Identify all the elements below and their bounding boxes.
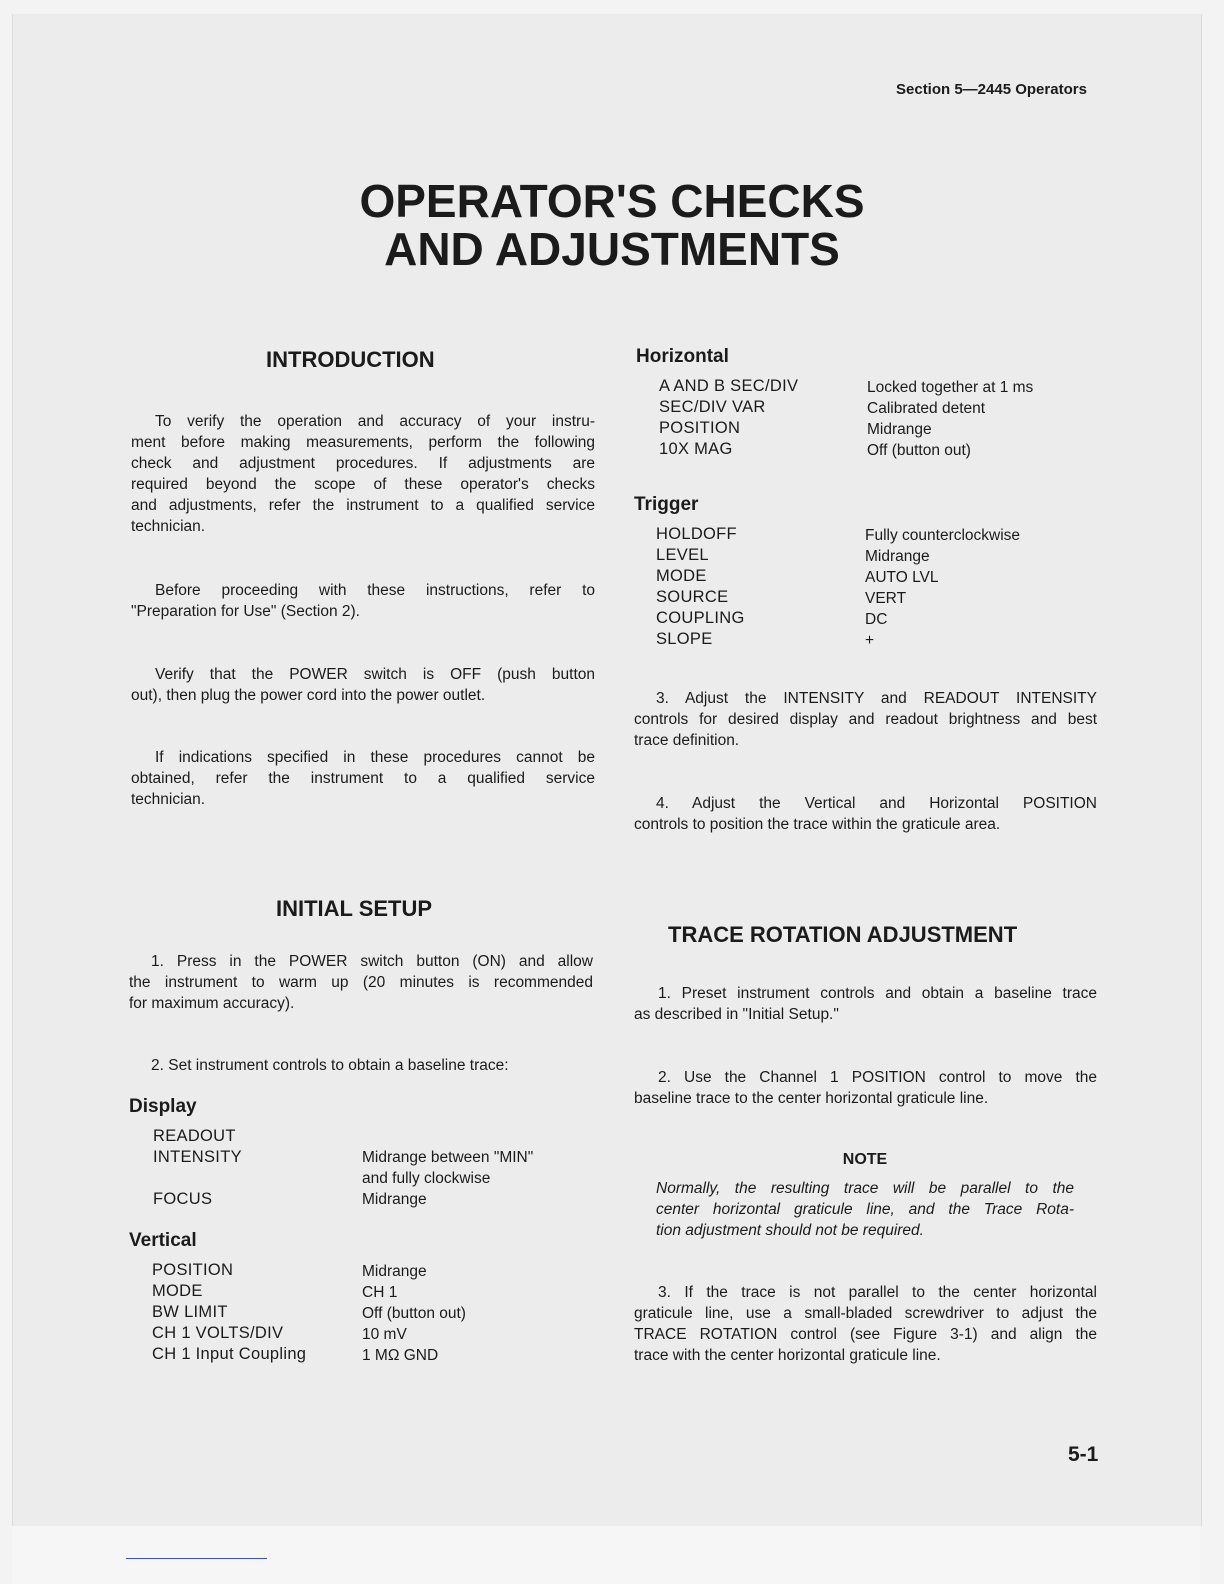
- text-line: 1. Preset instrument controls and obtain a baseline trace: [658, 985, 1097, 1002]
- control-label: HOLDOFF: [656, 525, 737, 543]
- setup-step-4: [634, 793, 1097, 835]
- introduction-paragraph-3: [131, 664, 595, 706]
- text-line: To verify the operation and accuracy of your instru-: [155, 413, 595, 430]
- text-line: Verify that the POWER switch is OFF (push button: [155, 666, 595, 683]
- control-label: COUPLING: [656, 609, 745, 627]
- text-line: ment before making measurements, perform the following: [131, 434, 595, 451]
- control-value: +: [865, 632, 875, 649]
- text-line: out), then plug the power cord into the power outlet.: [131, 687, 486, 704]
- control-label: CH 1 VOLTS/DIV: [152, 1324, 284, 1342]
- page-title-line-1: OPERATOR'S CHECKS: [359, 175, 865, 227]
- control-label: FOCUS: [153, 1190, 213, 1208]
- text-line: TRACE ROTATION control (see Figure 3-1) and align the: [634, 1326, 1097, 1343]
- control-value: Calibrated detent: [867, 400, 986, 417]
- text-line: required beyond the scope of these operator's checks: [131, 476, 595, 493]
- text-line: 4. Adjust the Vertical and Horizontal POSITION: [656, 795, 1097, 812]
- trace-step-1: [634, 983, 1097, 1025]
- control-label: MODE: [656, 567, 707, 585]
- text-line: "Preparation for Use" (Section 2).: [131, 603, 360, 620]
- control-label: READOUT: [153, 1127, 236, 1145]
- text-line: technician.: [131, 518, 206, 535]
- control-value: Off (button out): [362, 1305, 466, 1322]
- control-value: Fully counterclockwise: [865, 527, 1021, 544]
- control-value: VERT: [865, 590, 907, 607]
- control-list: [656, 524, 745, 650]
- control-value: Off (button out): [867, 442, 971, 459]
- page-bottom-margin: [12, 1526, 1200, 1584]
- control-list: [659, 376, 798, 460]
- trace-rotation-heading: TRACE ROTATION ADJUSTMENT: [668, 922, 1018, 947]
- value-list: [865, 525, 1020, 651]
- control-label: BW LIMIT: [152, 1303, 228, 1321]
- link-underline[interactable]: [126, 1558, 267, 1559]
- control-label: POSITION: [152, 1261, 234, 1279]
- trigger-heading: Trigger: [634, 494, 699, 515]
- initial-setup-heading: INITIAL SETUP: [276, 896, 433, 921]
- text-line: Before proceeding with these instructions, refer to: [155, 582, 595, 599]
- value-list: [867, 377, 1033, 461]
- control-value: Midrange: [362, 1263, 427, 1280]
- text-line: controls for desired display and readout brightness and best: [634, 711, 1097, 728]
- control-value: DC: [865, 611, 888, 628]
- text-line: check and adjustment procedures. If adjustments are: [131, 455, 595, 472]
- control-value: 1 MΩ GND: [362, 1347, 439, 1364]
- text-line: trace with the center horizontal graticule line.: [634, 1347, 941, 1364]
- control-value: AUTO LVL: [865, 569, 939, 586]
- introduction-heading: INTRODUCTION: [266, 347, 435, 372]
- control-value: Midrange between "MIN": [362, 1149, 534, 1166]
- control-value: Locked together at 1 ms: [867, 379, 1034, 396]
- vertical-heading: Vertical: [129, 1230, 197, 1251]
- control-label: MODE: [152, 1282, 203, 1300]
- control-label: A AND B SEC/DIV: [659, 377, 799, 395]
- control-value: and fully clockwise: [362, 1170, 491, 1187]
- text-line: 3. If the trace is not parallel to the center horizontal: [658, 1284, 1097, 1301]
- text-line: as described in "Initial Setup.": [634, 1006, 839, 1023]
- setup-step-2: 2. Set instrument controls to obtain a baseline trace:: [151, 1057, 509, 1074]
- page-title: [0, 177, 1224, 273]
- text-line: trace definition.: [634, 732, 740, 749]
- control-label: CH 1 Input Coupling: [152, 1345, 307, 1363]
- text-line: 1. Press in the POWER switch button (ON) and allow: [151, 953, 593, 970]
- trace-step-3: [634, 1282, 1097, 1366]
- note-title: NOTE: [842, 1151, 888, 1168]
- text-line: the instrument to warm up (20 minutes is recommended: [129, 974, 593, 991]
- setup-step-3: [634, 688, 1097, 751]
- value-list: [362, 1261, 466, 1366]
- control-label: SOURCE: [656, 588, 729, 606]
- introduction-paragraph-4: [131, 747, 595, 810]
- text-line: 3. Adjust the INTENSITY and READOUT INTENSITY: [656, 690, 1097, 707]
- section-header: Section 5—2445 Operators: [896, 81, 1087, 98]
- text-line: tion adjustment should not be required.: [656, 1222, 924, 1239]
- page-number: 5-1: [1068, 1443, 1099, 1466]
- introduction-paragraph-2: [131, 580, 595, 622]
- text-line: 2. Use the Channel 1 POSITION control to move the: [658, 1069, 1097, 1086]
- horizontal-heading: Horizontal: [636, 346, 729, 367]
- control-label: POSITION: [659, 419, 741, 437]
- control-value: 10 mV: [362, 1326, 407, 1343]
- control-value: Midrange: [865, 548, 930, 565]
- control-label: SLOPE: [656, 630, 713, 648]
- control-list: [152, 1260, 306, 1365]
- text-line: and adjustments, refer the instrument to a qualified service: [131, 497, 595, 514]
- text-line: technician.: [131, 791, 206, 808]
- control-label: SEC/DIV VAR: [659, 398, 766, 416]
- control-value: Midrange: [867, 421, 932, 438]
- control-label: 10X MAG: [659, 440, 733, 458]
- text-line: Normally, the resulting trace will be parallel to the: [656, 1180, 1074, 1197]
- trace-step-2: [634, 1067, 1097, 1109]
- control-value: CH 1: [362, 1284, 398, 1301]
- text-line: controls to position the trace within the graticule area.: [634, 816, 1001, 833]
- control-value: Midrange: [362, 1191, 427, 1208]
- text-line: graticule line, use a small-bladed screwdriver to adjust the: [634, 1305, 1097, 1322]
- text-line: obtained, refer the instrument to a qualified service: [131, 770, 595, 787]
- control-label: LEVEL: [656, 546, 709, 564]
- text-line: If indications specified in these procedures cannot be: [155, 749, 595, 766]
- page-title-line-2: AND ADJUSTMENTS: [384, 223, 840, 275]
- note-body: [656, 1178, 1074, 1241]
- text-line: center horizontal graticule line, and the Trace Rota-: [656, 1201, 1074, 1218]
- control-label: INTENSITY: [153, 1148, 242, 1166]
- text-line: baseline trace to the center horizontal graticule line.: [634, 1090, 989, 1107]
- display-heading: Display: [129, 1096, 197, 1117]
- introduction-paragraph-1: [131, 411, 595, 537]
- text-line: for maximum accuracy).: [129, 995, 295, 1012]
- setup-step-1: [129, 951, 593, 1014]
